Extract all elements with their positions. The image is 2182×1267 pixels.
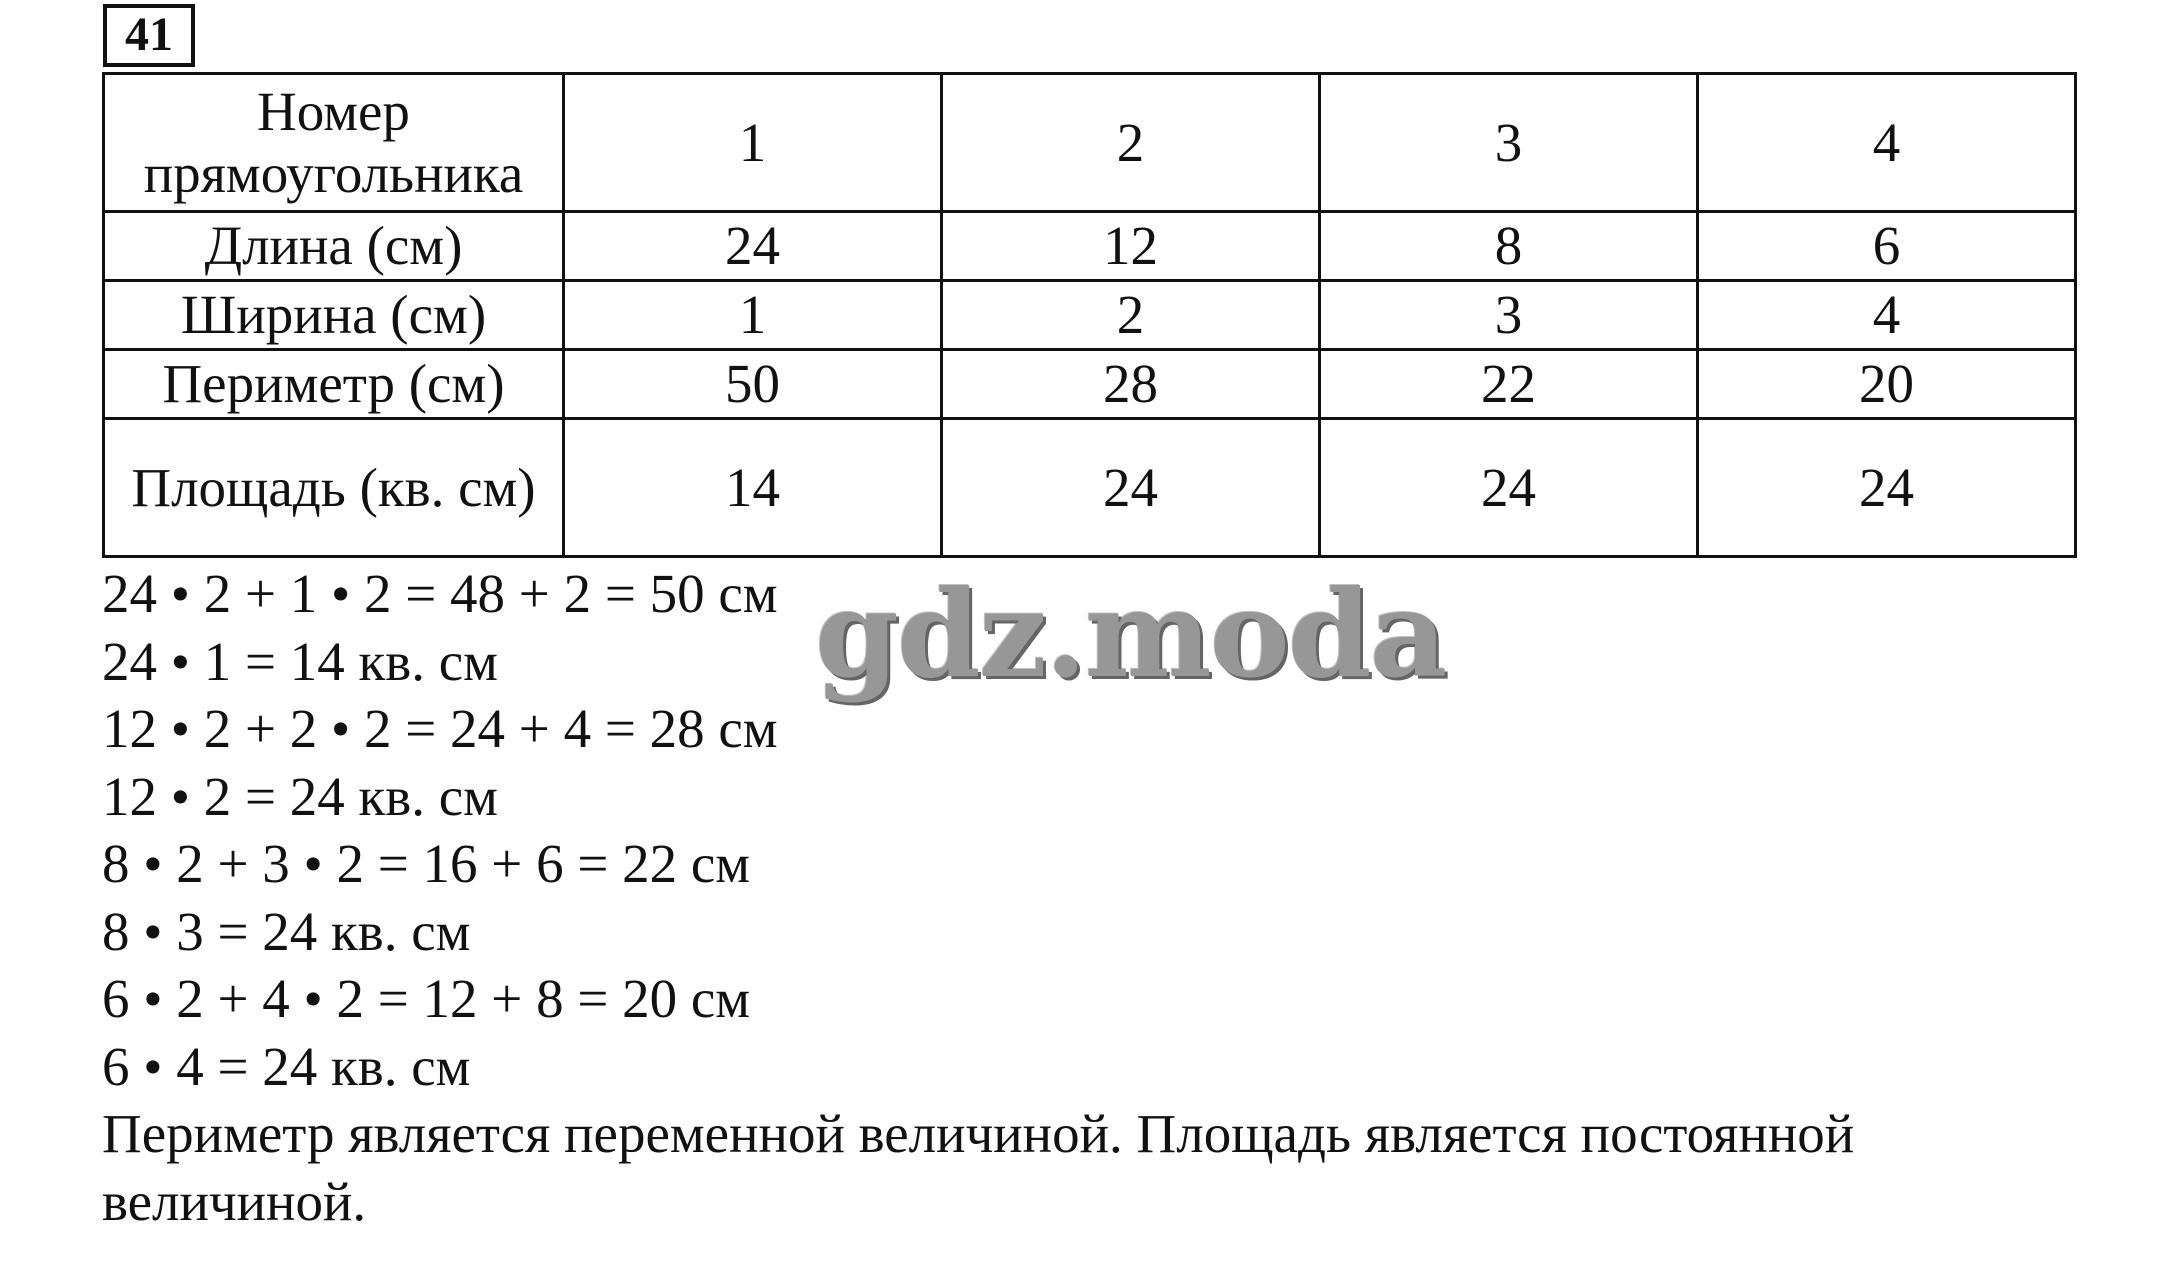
solution-line: 6 • 2 + 4 • 2 = 12 + 8 = 20 см: [102, 968, 751, 1029]
solution-line: 8 • 3 = 24 кв. см: [102, 900, 471, 962]
table-row: [104, 212, 2076, 281]
table-cell: 2: [942, 74, 1320, 212]
table-cell: 3: [1320, 281, 1698, 350]
table-cell: 24: [1320, 419, 1698, 557]
table-cell: 14: [564, 419, 942, 557]
table-cell: 4: [1698, 281, 2076, 350]
table-row: [104, 419, 2076, 557]
table-cell: 1: [564, 74, 942, 212]
table-row: [104, 350, 2076, 419]
solution-line: 24 • 1 = 14 кв. см: [102, 630, 498, 692]
conclusion-text: Периметр является переменной величиной. Площадь является постоянной величиной.: [102, 1103, 1855, 1232]
table-cell: 24: [942, 419, 1320, 557]
table-cell: 1: [564, 281, 942, 350]
row-header-cell: Ширина (см): [104, 281, 564, 350]
solution-line: 8 • 2 + 3 • 2 = 16 + 6 = 22 см: [102, 833, 751, 894]
solution-line: 12 • 2 = 24 кв. см: [102, 765, 498, 827]
row-header-cell: Площадь (кв. см): [104, 419, 564, 557]
row-header-cell: Номер прямоугольника: [104, 74, 564, 212]
solution-line: 12 • 2 + 2 • 2 = 24 + 4 = 28 см: [102, 698, 778, 759]
solution-line: 6 • 4 = 24 кв. см: [102, 1035, 471, 1097]
table-cell: 6: [1698, 212, 2076, 281]
table-row: [104, 74, 2076, 212]
task-number: 41: [103, 4, 195, 67]
table-cell: 24: [1698, 419, 2076, 557]
rectangles-table: [102, 72, 2077, 558]
table-cell: 8: [1320, 212, 1698, 281]
table-cell: 12: [942, 212, 1320, 281]
table-cell: 20: [1698, 350, 2076, 419]
table-row: [104, 281, 2076, 350]
solution-line: 24 • 2 + 1 • 2 = 48 + 2 = 50 см: [102, 563, 778, 624]
table-cell: 3: [1320, 74, 1698, 212]
table-cell: 50: [564, 350, 942, 419]
row-header-cell: Периметр (см): [104, 350, 564, 419]
watermark-logo: gdz.moda: [815, 564, 1446, 705]
row-header-cell: Длина (см): [104, 212, 564, 281]
table-cell: 28: [942, 350, 1320, 419]
table-cell: 24: [564, 212, 942, 281]
table-cell: 22: [1320, 350, 1698, 419]
table-cell: 4: [1698, 74, 2076, 212]
table-cell: 2: [942, 281, 1320, 350]
